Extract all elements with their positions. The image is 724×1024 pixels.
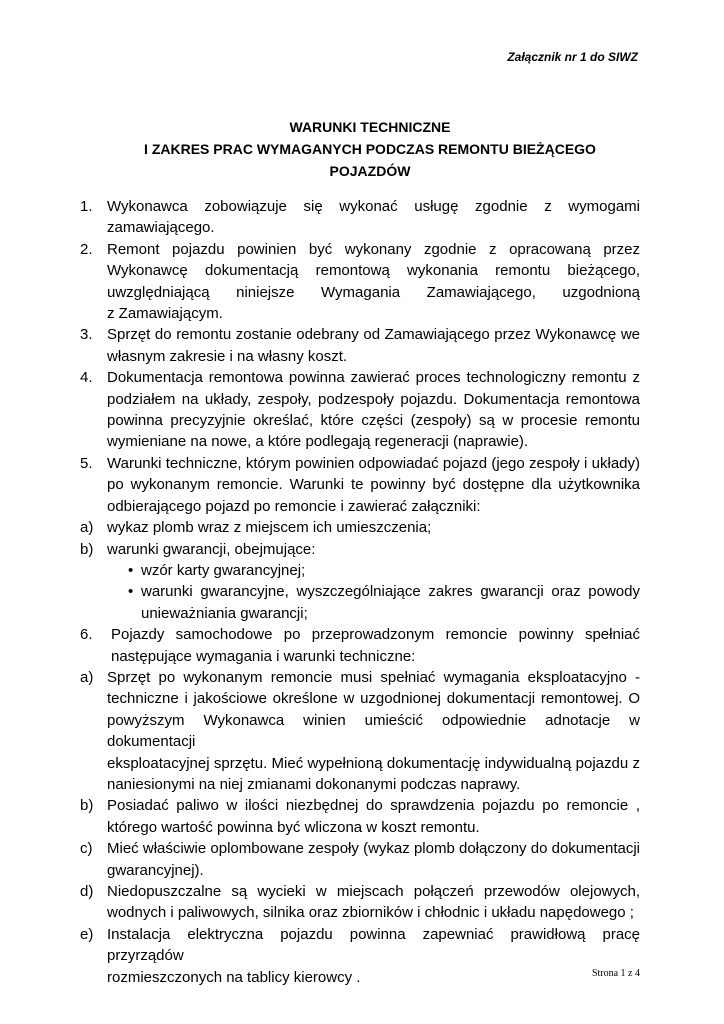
- list-marker: a): [80, 668, 94, 686]
- list-text-line: techniczne i jakościowe określone w uzgodnionej dokumentacji remontowej. O: [107, 690, 640, 708]
- attachment-label: Załącznik nr 1 do SIWZ: [507, 50, 638, 64]
- list-item-2: [80, 239, 640, 325]
- list-text-line: wzór karty gwarancyjnej;: [141, 561, 306, 579]
- list-text-line: zamawiającego.: [107, 219, 215, 237]
- sub-item-c-seals: [80, 838, 640, 881]
- list-marker: 2.: [80, 240, 93, 258]
- list-marker: a): [80, 519, 94, 537]
- list-text-line: rozmieszczonych na tablicy kierowcy .: [107, 968, 361, 986]
- sub-item-b-fuel: [80, 795, 640, 838]
- list-text-line: następujące wymagania i warunki techniczne:: [111, 647, 416, 665]
- list-text-line: własnym zakresie i na własny koszt.: [107, 347, 348, 365]
- sub-item-e-electrical: [80, 924, 640, 988]
- title-line-1: WARUNKI TECHNICZNE: [289, 119, 451, 135]
- list-marker: 6.: [80, 626, 93, 644]
- list-text-line: wodnych i paliwowych, silnika oraz zbiorników i chłodnic i układu napędowego ;: [107, 904, 634, 922]
- document-body: [80, 196, 640, 988]
- sub-item-d-leaks: [80, 881, 640, 924]
- list-item-4: [80, 367, 640, 453]
- list-text-line: Wykonawca zobowiązuje się wykonać usługę zgodnie z wymogami: [107, 198, 640, 215]
- list-text-line: z Zamawiającym.: [107, 305, 223, 323]
- list-item-3: [80, 324, 640, 367]
- list-text-line: wykaz plomb wraz z miejscem ich umieszczenia;: [107, 519, 432, 537]
- list-text-line: gwarancyjnej).: [107, 861, 204, 879]
- sub-item-a-requirements: [80, 667, 640, 795]
- list-text-line: którego wartość powinna być wliczona w koszt remontu.: [107, 818, 480, 836]
- list-marker: b): [80, 797, 94, 815]
- list-text-line: Pojazdy samochodowe po przeprowadzonym remoncie powinny spełniać: [111, 626, 640, 644]
- list-text-line: Warunki techniczne, którym powinien odpowiadać pojazd (jego zespoły i układy): [107, 454, 640, 472]
- list-text-line: powyższym Wykonawca winien umieścić odpowiednie adnotacje w dokumentacji: [107, 711, 640, 751]
- list-item-5: [80, 453, 640, 517]
- list-marker: d): [80, 883, 94, 900]
- list-text-line: Remont pojazdu powinien być wykonany zgodnie z opracowaną przez: [107, 240, 640, 258]
- list-text-line: warunki gwarancyjne, wyszczególniające zakres gwarancji oraz powody: [141, 583, 640, 601]
- bullet-icon: •: [128, 583, 134, 601]
- list-text-line: Sprzęt do remontu zostanie odebrany od Zamawiającego przez Wykonawcę we: [107, 326, 640, 344]
- bullet-icon: •: [128, 561, 134, 579]
- list-text-line: odbierającego pojazd po remoncie i zawierać załączniki:: [107, 497, 481, 515]
- sub-item-a-seals: [80, 517, 640, 538]
- list-marker: e): [80, 925, 94, 943]
- list-text-line: warunki gwarancji, obejmujące:: [107, 540, 316, 558]
- list-text-line: podziałem na układy, zespoły, podzespoły pojazdu. Dokumentacja remontowa: [107, 390, 640, 408]
- list-text-line: powinna precyzyjnie określać, które części (zespoły) są w procesie remontu: [107, 412, 640, 430]
- list-item-6: [80, 624, 640, 667]
- list-text-line: naniesionymi na niej zmianami dokonanymi podczas naprawy.: [107, 775, 521, 793]
- title-line-3: POJAZDÓW: [329, 163, 411, 179]
- list-marker: 5.: [80, 454, 93, 472]
- list-text-line: eksploatacyjnej sprzętu. Mieć wypełnioną dokumentację indywidualną pojazdu z: [107, 754, 640, 772]
- list-text-line: Niedopuszczalne są wycieki w miejscach połączeń przewodów olejowych,: [107, 883, 640, 900]
- list-text-line: Wykonawcę dokumentacją remontową wykonania remontu bieżącego,: [107, 262, 640, 280]
- bullet-item-warranty-card: [80, 560, 640, 581]
- title-line-2: I ZAKRES PRAC WYMAGANYCH PODCZAS REMONTU BIEŻĄCEGO: [144, 141, 596, 157]
- list-text-line: Dokumentacja remontowa powinna zawierać proces technologiczny remontu z: [107, 369, 640, 387]
- list-text-line: Mieć właściwie oplombowane zespoły (wykaz plomb dołączony do dokumentacji: [107, 840, 640, 858]
- bullet-item-warranty-terms: [80, 581, 640, 624]
- list-marker: 1.: [80, 198, 93, 215]
- list-marker: c): [80, 840, 93, 858]
- list-text-line: unieważniania gwarancji;: [141, 604, 308, 622]
- document-title: [80, 116, 660, 182]
- list-item-1: [80, 196, 640, 239]
- list-marker: 3.: [80, 326, 93, 344]
- sub-item-b-warranty: [80, 539, 640, 560]
- page-number: Strona 1 z 4: [591, 968, 640, 979]
- list-text-line: Sprzęt po wykonanym remoncie musi spełniać wymagania eksploatacyjno -: [107, 668, 640, 686]
- list-text-line: wymieniane na nowe, a które podlegają regeneracji (naprawie).: [107, 433, 529, 451]
- list-text-line: po wykonanym remoncie. Warunki te powinny być dostępne dla użytkownika: [107, 476, 640, 494]
- list-marker: 4.: [80, 369, 93, 387]
- list-text-line: uwzględniającą niniejsze Wymagania Zamawiającego, uzgodnioną: [107, 283, 640, 301]
- list-marker: b): [80, 540, 94, 558]
- list-text-line: Instalacja elektryczna pojazdu powinna zapewniać prawidłową pracę przyrządów: [107, 925, 640, 965]
- list-text-line: Posiadać paliwo w ilości niezbędnej do sprawdzenia pojazdu po remoncie ,: [107, 797, 640, 815]
